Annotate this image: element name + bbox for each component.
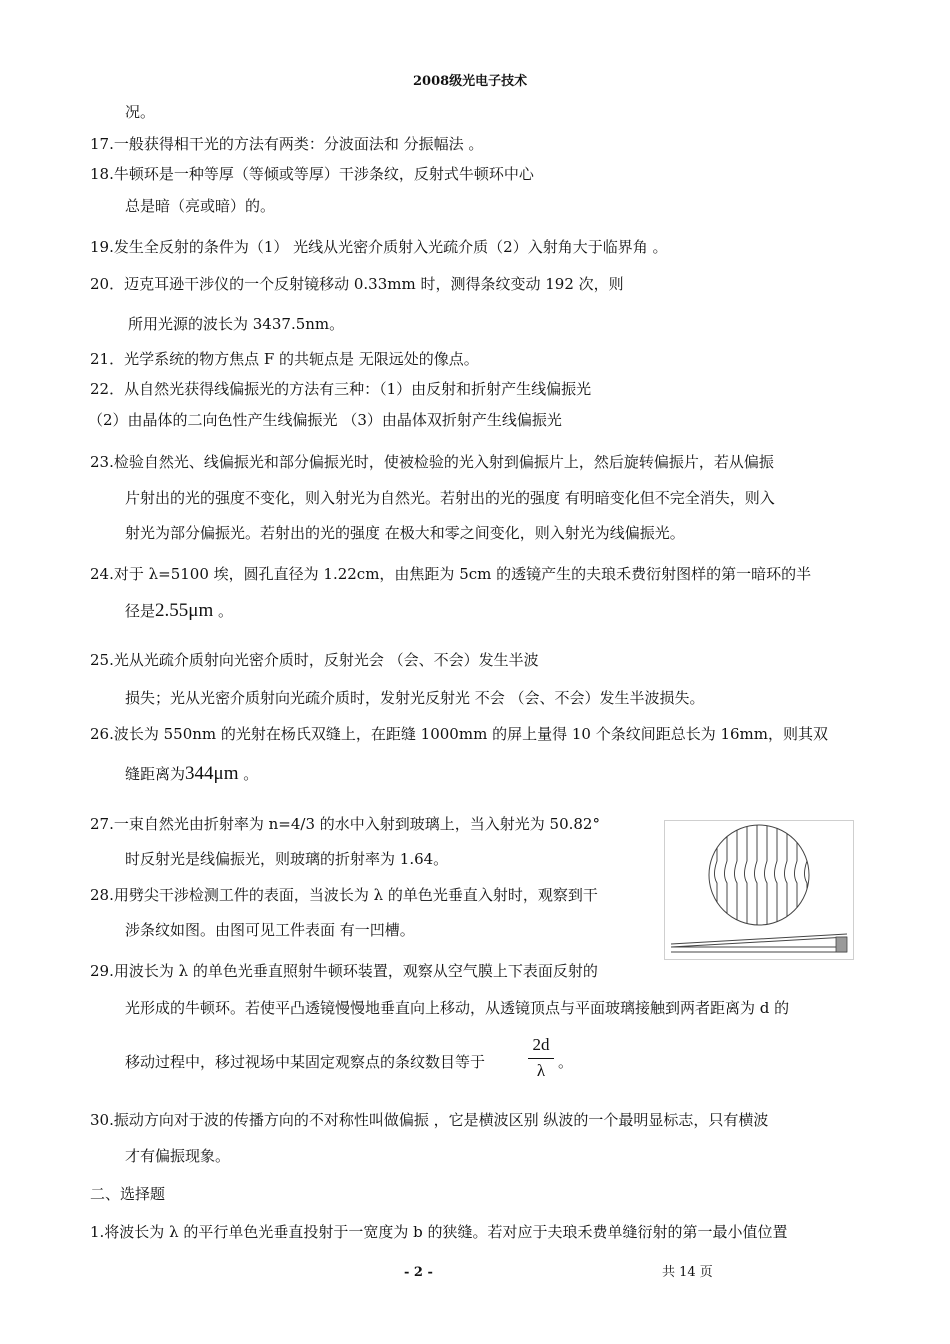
question-18: 18.牛顿环是一种等厚（等倾或等厚）干涉条纹，反射式牛顿环中心: [90, 165, 534, 183]
answer-value: 2.55μm: [155, 600, 214, 621]
question-20: 20．迈克耳逊干涉仪的一个反射镜移动 0.33mm 时，测得条纹变动 192 次，则: [90, 275, 624, 293]
text-line: 片射出的光的强度不变化，则入射光为自然光。若射出的光的强度 有明暗变化但不完全消失，则入: [125, 489, 775, 507]
fraction-denominator: λ: [536, 1061, 546, 1080]
question-17: 17.一般获得相干光的方法有两类：分波面法和 分振幅法 。: [90, 135, 484, 153]
fraction-numerator: 2d: [532, 1035, 550, 1054]
page-header-title: 2008级光电子技术: [413, 74, 528, 89]
question-22: 22．从自然光获得线偏振光的方法有三种：（1）由反射和折射产生线偏振光: [90, 380, 592, 398]
question-24: 24.对于 λ=5100 埃，圆孔直径为 1.22cm，由焦距为 5cm 的透镜产生的夫琅禾费衍射图样的第一暗环的半: [90, 565, 812, 583]
text-line: 才有偏振现象。: [125, 1147, 231, 1165]
question-24-answer-line: [125, 601, 233, 621]
wedge-interference-figure: [664, 820, 854, 960]
text-line: 涉条纹如图。由图可见工件表面 有一凹槽。: [125, 921, 415, 939]
fraction-bar: [528, 1058, 554, 1059]
question-29-answer-prefix: 移动过程中，移过视场中某固定观察点的条纹数目等于: [125, 1053, 486, 1071]
total-pages: 共 14 页: [662, 1265, 713, 1280]
question-30: 30.振动方向对于波的传播方向的不对称性叫做偏振 ，它是横波区别 纵波的一个最明显标志，只有横波: [90, 1111, 769, 1129]
text-line: 损失；光从光密介质射向光疏介质时，发射光反射光 不会 （会、不会）发生半波损失。: [125, 689, 705, 707]
text-line: 光形成的牛顿环。若使平凸透镜慢慢地垂直向上移动，从透镜顶点与平面玻璃接触到两者距离为 d 的: [125, 999, 790, 1017]
page-number: - 2 -: [404, 1265, 433, 1280]
question-26-answer-line: [125, 764, 258, 784]
text-line: 射光为部分偏振光。若射出的光的强度 在极大和零之间变化，则入射光为线偏振光。: [125, 524, 685, 542]
question-21: 21．光学系统的物方焦点 F 的共轭点是 无限远处的像点。: [90, 350, 479, 368]
answer-prefix: 缝距离为: [125, 765, 186, 783]
answer-suffix: 。: [558, 1053, 574, 1071]
question-25: 25.光从光疏介质射向光密介质时，反射光会 （会、不会）发生半波: [90, 651, 539, 669]
question-26: 26.波长为 550nm 的光射在杨氏双缝上，在距缝 1000mm 的屏上量得 10 个条纹间距总长为 16mm，则其双: [90, 725, 828, 743]
answer-suffix: 。: [213, 602, 234, 620]
answer-prefix: 径是: [125, 602, 156, 620]
interference-fringes-drawing: [665, 821, 853, 959]
question-23: 23.检验自然光、线偏振光和部分偏振光时，使被检验的光入射到偏振片上，然后旋转偏振片，若从偏振: [90, 453, 774, 471]
text-line: 所用光源的波长为 3437.5nm。: [128, 315, 345, 333]
question-29: 29.用波长为 λ 的单色光垂直照射牛顿环装置，观察从空气膜上下表面反射的: [90, 962, 598, 980]
text-line: 时反射光是线偏振光，则玻璃的折射率为 1.64。: [125, 850, 449, 868]
text-line: 况。: [125, 103, 156, 121]
question-19: 19.发生全反射的条件为（1） 光线从光密介质射入光疏介质（2）入射角大于临界角 。: [90, 238, 668, 256]
choice-question-1: 1.将波长为 λ 的平行单色光垂直投射于一宽度为 b 的狭缝。若对应于夫琅禾费单缝衍射的第一最小值位置: [90, 1223, 788, 1241]
text-line: （2）由晶体的二向色性产生线偏振光 （3）由晶体双折射产生线偏振光: [88, 411, 562, 429]
answer-suffix: 。: [238, 765, 259, 783]
section-heading: 二、选择题: [90, 1185, 166, 1203]
answer-value: 344μm: [185, 763, 239, 784]
question-27: 27.一束自然光由折射率为 n=4/3 的水中入射到玻璃上，当入射光为 50.82°: [90, 815, 600, 833]
question-28: 28.用劈尖干涉检测工件的表面，当波长为 λ 的单色光垂直入射时，观察到干: [90, 886, 598, 904]
text-line: 总是暗（亮或暗）的。: [125, 197, 276, 215]
